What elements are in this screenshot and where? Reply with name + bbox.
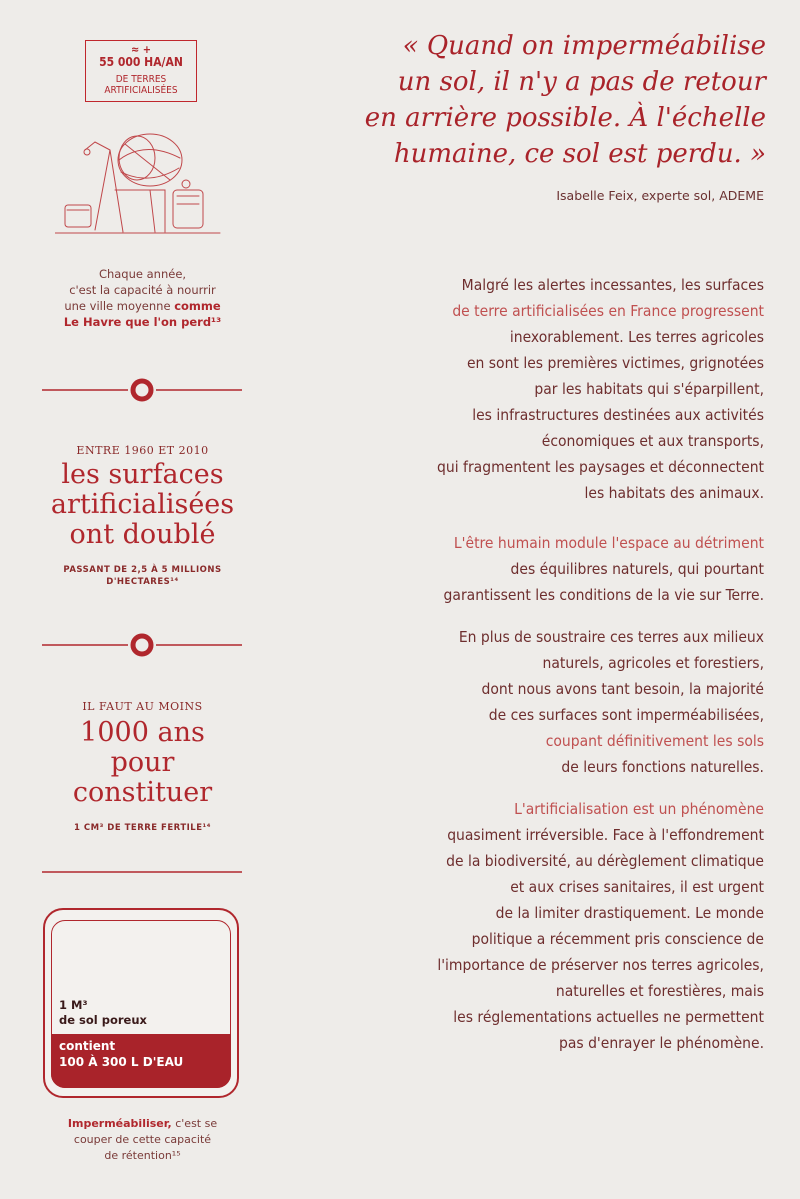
- caption-retention-line: couper de cette capacité: [73, 1133, 212, 1146]
- paragraph-line: en sont les premières victimes, grignotées: [466, 354, 764, 372]
- card-band-text: [59, 1038, 183, 1070]
- stat-value: 55 000 HA/AN: [99, 55, 183, 69]
- pull-quote: [296, 28, 766, 172]
- caption-retention-text: c'est se: [171, 1117, 218, 1130]
- headline-line: les surfaces: [61, 459, 224, 490]
- stat-symbol: ≈ +: [130, 43, 152, 56]
- paragraph-line: les habitats des animaux.: [584, 484, 764, 502]
- card-quantity: [59, 998, 147, 1028]
- quote-line: humaine, ce sol est perdu. »: [393, 139, 766, 169]
- paragraph-line: de leurs fonctions naturelles.: [561, 758, 764, 776]
- block-kicker: IL FAUT AU MOINS: [82, 700, 203, 713]
- paragraph-line: dont nous avons tant besoin, la majorité: [481, 680, 764, 698]
- divider-ring: [42, 378, 242, 402]
- caption-city-line: [40, 314, 245, 330]
- block-note: [30, 564, 255, 588]
- card-band-line: contient: [59, 1039, 116, 1053]
- paragraph-line: les réglementations actuelles ne permettent: [453, 1008, 764, 1026]
- caption-city-emphasis: comme: [174, 299, 221, 313]
- divider-line: [42, 860, 242, 884]
- paragraph-line: garantissent les conditions de la vie sur Terre.: [443, 586, 764, 604]
- paragraph-line: économiques et aux transports,: [541, 432, 764, 450]
- paragraph-line: naturels, agricoles et forestiers,: [542, 654, 764, 672]
- card-quantity-line: 1 M³: [59, 998, 88, 1012]
- quote-line: en arrière possible. À l'échelle: [364, 103, 766, 133]
- paragraph-line: de terre artificialisées en France progressent: [452, 302, 764, 320]
- paragraph-line: qui fragmentent les paysages et déconnectent: [437, 458, 764, 476]
- caption-retention-line: [40, 1116, 245, 1132]
- caption-city-line: Chaque année,: [98, 267, 187, 281]
- headline-line: ont doublé: [69, 519, 216, 550]
- paragraph-line: et aux crises sanitaires, il est urgent: [510, 878, 764, 896]
- paragraph-line: politique a récemment pris conscience de: [471, 930, 764, 948]
- paragraph-line: En plus de soustraire ces terres aux milieux: [458, 628, 764, 646]
- paragraph-line: quasiment irréversible. Face à l'effondrement: [447, 826, 764, 844]
- paragraph-line: de ces surfaces sont imperméabilisées,: [488, 706, 764, 724]
- paragraph-line: Malgré les alertes incessantes, les surfaces: [461, 276, 764, 294]
- paragraph-line: coupant définitivement les sols: [545, 732, 764, 750]
- card-quantity-line: de sol poreux: [59, 1013, 147, 1027]
- concrete-mixer-illustration: [55, 120, 225, 240]
- quote-line: « Quand on imperméabilise: [402, 31, 766, 61]
- caption-city-emphasis: Le Havre que l'on perd¹³: [63, 315, 222, 329]
- block-kicker: ENTRE 1960 ET 2010: [76, 444, 209, 457]
- caption-retention: [40, 1116, 245, 1164]
- paragraph-line: pas d'enrayer le phénomène.: [558, 1034, 764, 1052]
- paragraph-line: de la biodiversité, au dérèglement climatique: [446, 852, 764, 870]
- water-retention-card: [43, 908, 239, 1098]
- headline-line: artificialisées: [50, 489, 235, 520]
- block-headline: [25, 718, 260, 808]
- divider-ring: [42, 633, 242, 657]
- caption-retention-emphasis: Imperméabiliser,: [67, 1117, 172, 1130]
- caption-city-text: une ville moyenne: [64, 299, 175, 313]
- caption-city: [40, 266, 245, 330]
- block-headline: [25, 460, 260, 550]
- paragraph-1: [294, 272, 764, 506]
- headline-line: constituer: [72, 777, 213, 808]
- caption-city-line: [40, 298, 245, 314]
- paragraph-line: les infrastructures destinées aux activités: [472, 406, 764, 424]
- card-band-line: 100 À 300 L D'EAU: [59, 1055, 184, 1069]
- paragraph-4: [294, 796, 764, 1056]
- paragraph-line: inexorablement. Les terres agricoles: [509, 328, 764, 346]
- block-note: 1 CM³ DE TERRE FERTILE¹⁴: [74, 823, 211, 833]
- caption-retention-line: de rétention¹⁵: [104, 1149, 181, 1162]
- paragraph-line: naturelles et forestières, mais: [555, 982, 764, 1000]
- paragraph-line: L'artificialisation est un phénomène: [514, 800, 764, 818]
- paragraph-2: [294, 530, 764, 608]
- quote-attribution: Isabelle Feix, experte sol, ADEME: [556, 188, 764, 203]
- stat-box: [85, 40, 197, 102]
- paragraph-line: L'être humain module l'espace au détriment: [453, 534, 764, 552]
- quote-line: un sol, il n'y a pas de retour: [397, 67, 766, 97]
- headline-line: pour: [110, 747, 175, 778]
- headline-line: 1000 ans: [80, 717, 205, 748]
- note-line: PASSANT DE 2,5 À 5 MILLIONS: [63, 565, 222, 575]
- paragraph-3: [294, 624, 764, 780]
- caption-city-line: c'est la capacité à nourrir: [69, 283, 216, 297]
- note-line: D'HECTARES¹⁴: [106, 577, 179, 587]
- paragraph-line: de la limiter drastiquement. Le monde: [495, 904, 764, 922]
- stat-label-1: DE TERRES: [115, 74, 167, 85]
- stat-label-2: ARTIFICIALISÉES: [104, 85, 178, 96]
- paragraph-line: des équilibres naturels, qui pourtant: [510, 560, 764, 578]
- paragraph-line: l'importance de préserver nos terres agricoles,: [437, 956, 764, 974]
- paragraph-line: par les habitats qui s'éparpillent,: [534, 380, 764, 398]
